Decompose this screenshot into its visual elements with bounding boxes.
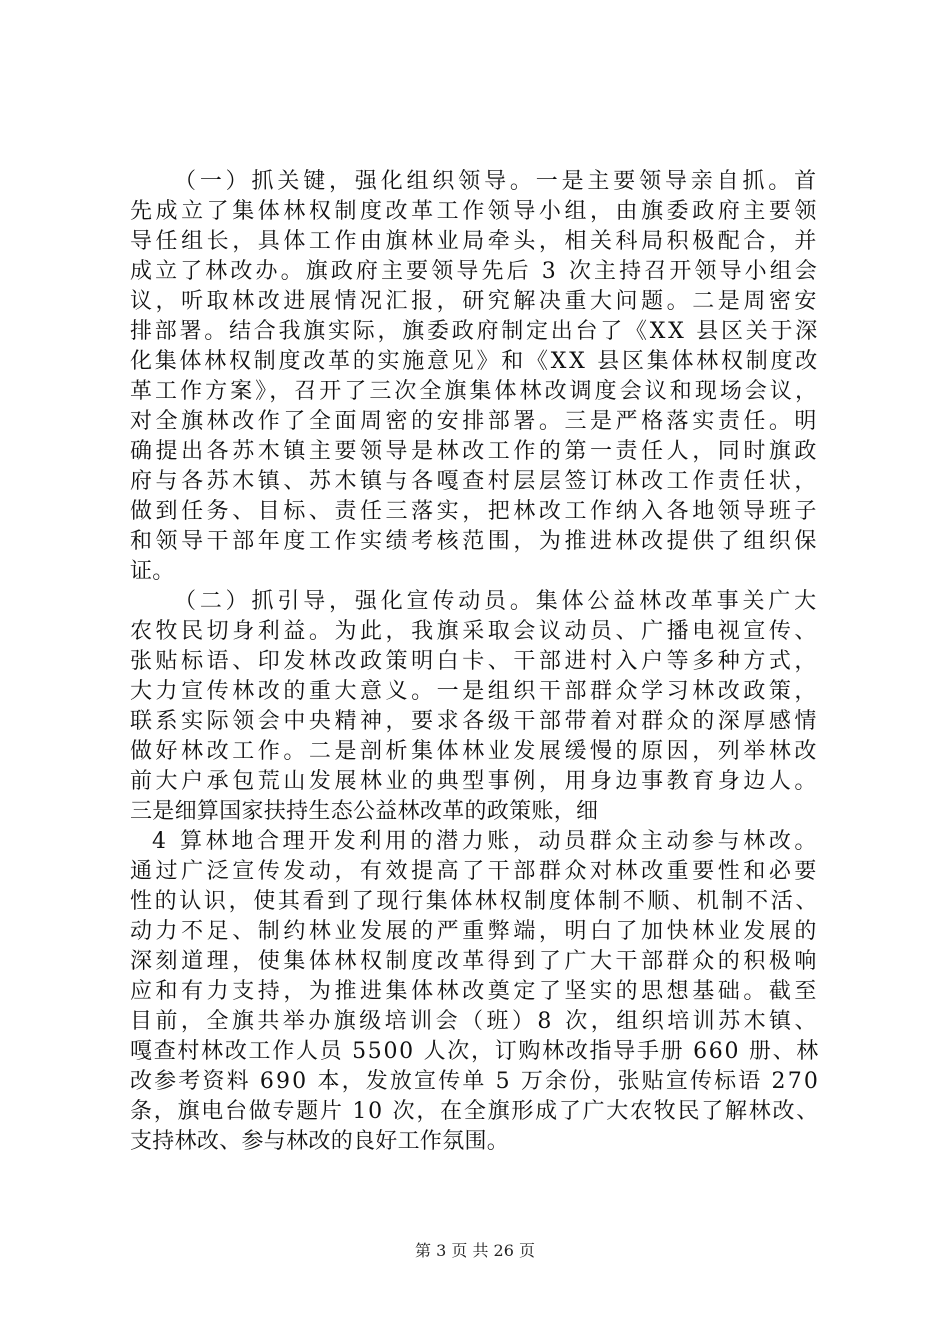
text-line: 三是细算国家扶持生态公益林改革的政策账，细 (130, 799, 599, 824)
text-line: 目前，全旗共举办旗级培训会（班）8 次，组织培训苏木镇、 (130, 1009, 820, 1034)
text-line: 对全旗林改作了全面周密的安排部署。三是严格落实责任。明 (130, 409, 820, 434)
text-line: 性的认识，使其看到了现行集体林权制度体制不顺、机制不活、 (130, 889, 820, 914)
text-line: 化集体林权制度改革的实施意见》和《XX 县区集体林权制度改 (130, 349, 820, 374)
text-line: 和领导干部年度工作实绩考核范围，为推进林改提供了组织保 (130, 529, 820, 554)
text-line: 支持林改、参与林改的良好工作氛围。 (130, 1129, 510, 1154)
page-footer: 第 3 页 共 26 页 (415, 1241, 535, 1260)
text-line: 确提出各苏木镇主要领导是林改工作的第一责任人，同时旗政 (130, 439, 820, 464)
text-line: 应和有力支持，为推进集体林改奠定了坚实的思想基础。截至 (130, 979, 820, 1004)
text-line: 成立了林改办。旗政府主要领导先后 3 次主持召开领导小组会 (130, 259, 820, 284)
text-line: 通过广泛宣传发动，有效提高了干部群众对林改重要性和必要 (130, 859, 820, 884)
text-line: 革工作方案》，召开了三次全旗集体林改调度会议和现场会议， (130, 379, 820, 404)
text-line: 做到任务、目标、责任三落实，把林改工作纳入各地领导班子 (130, 499, 820, 524)
text-line: 府与各苏木镇、苏木镇与各嘎查村层层签订林改工作责任状， (130, 469, 820, 494)
text-line: 条，旗电台做专题片 10 次，在全旗形成了广大农牧民了解林改、 (130, 1099, 820, 1124)
text-line: （一）抓关键，强化组织领导。一是主要领导亲自抓。首 (174, 169, 820, 194)
text-line: 议，听取林改进展情况汇报，研究解决重大问题。二是周密安 (130, 289, 820, 314)
body-text (130, 167, 830, 1157)
text-line: 4 算林地合理开发利用的潜力账，动员群众主动参与林改。 (152, 829, 820, 854)
text-line: 张贴标语、印发林改政策明白卡、干部进村入户等多种方式， (130, 649, 820, 674)
text-line: （二）抓引导，强化宣传动员。集体公益林改革事关广大 (174, 589, 820, 614)
text-line: 排部署。结合我旗实际，旗委政府制定出台了《XX 县区关于深 (130, 319, 820, 344)
text-line: 前大户承包荒山发展林业的典型事例，用身边事教育身边人。 (130, 769, 820, 794)
text-line: 嘎查村林改工作人员 5500 人次，订购林改指导手册 660 册、林 (130, 1039, 820, 1064)
text-line: 做好林改工作。二是剖析集体林业发展缓慢的原因，列举林改 (130, 739, 820, 764)
text-line: 深刻道理，使集体林权制度改革得到了广大干部群众的积极响 (130, 949, 820, 974)
text-line: 动力不足、制约林业发展的严重弊端，明白了加快林业发展的 (130, 919, 820, 944)
text-line: 大力宣传林改的重大意义。一是组织干部群众学习林改政策， (130, 679, 820, 704)
text-line: 导任组长，具体工作由旗林业局牵头，相关科局积极配合，并 (130, 229, 820, 254)
text-line: 改参考资料 690 本，发放宣传单 5 万余份，张贴宣传标语 270 (130, 1069, 820, 1094)
text-line: 证。 (130, 559, 175, 584)
text-line: 先成立了集体林权制度改革工作领导小组，由旗委政府主要领 (130, 199, 820, 224)
text-line: 农牧民切身利益。为此，我旗采取会议动员、广播电视宣传、 (130, 619, 820, 644)
text-line: 联系实际领会中央精神，要求各级干部带着对群众的深厚感情 (130, 709, 820, 734)
